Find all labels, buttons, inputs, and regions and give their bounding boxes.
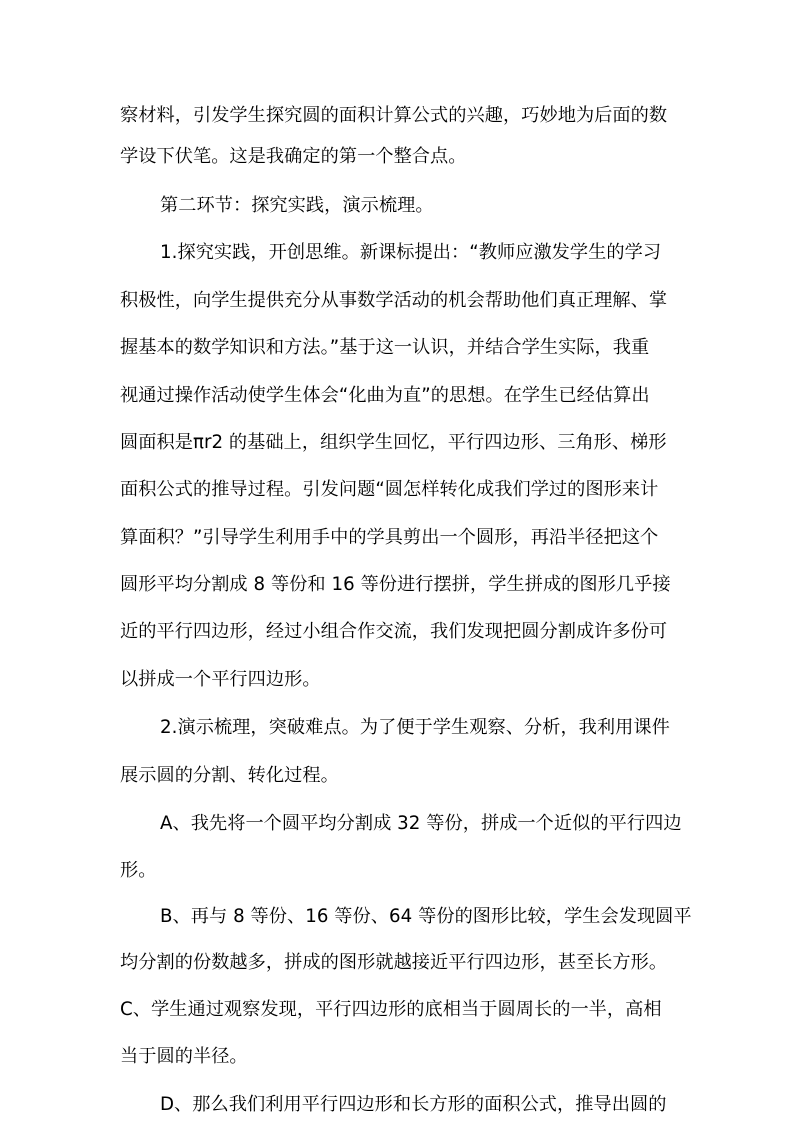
paragraph-line: 握基本的数学知识和方法。”基于这一认识，并结合学生实际，我重 bbox=[120, 337, 650, 358]
paragraph-line: 1.探究实践，开创思维。新课标提出：“教师应激发学生的学习 bbox=[160, 242, 662, 263]
paragraph-line: 以拼成一个平行四边形。 bbox=[120, 669, 321, 690]
paragraph-line: 圆形平均分割成 8 等份和 16 等份进行摆拼，学生拼成的图形几乎接 bbox=[120, 574, 671, 595]
paragraph-line: 圆面积是πr2 的基础上，组织学生回忆，平行四边形、三角形、梯形 bbox=[120, 432, 667, 453]
paragraph-line: 展示圆的分割、转化过程。 bbox=[120, 765, 339, 786]
section-heading: 第二环节：探究实践，演示梳理。 bbox=[160, 195, 434, 216]
paragraph-line: 算面积？”引导学生利用手中的学具剪出一个圆形，再沿半径把这个 bbox=[120, 527, 659, 548]
list-item-line: B、再与 8 等份、16 等份、64 等份的图形比较，学生会发现圆平 bbox=[160, 906, 692, 927]
list-item-line: 形。 bbox=[120, 860, 157, 881]
list-item-line: C、学生通过观察发现，平行四边形的底相当于圆周长的一半，高相 bbox=[120, 999, 662, 1020]
paragraph-line: 积极性，向学生提供充分从事数学活动的机会帮助他们真正理解、掌 bbox=[120, 290, 668, 311]
paragraph-line: 学设下伏笔。这是我确定的第一个整合点。 bbox=[120, 146, 467, 167]
paragraph-line: 视通过操作活动使学生体会“化曲为直”的思想。在学生已经估算出 bbox=[120, 385, 650, 406]
paragraph-line: 2.演示梳理，突破难点。为了便于学生观察、分析，我利用课件 bbox=[160, 717, 670, 738]
paragraph-line: 察材料，引发学生探究圆的面积计算公式的兴趣，巧妙地为后面的数 bbox=[120, 105, 668, 126]
paragraph-line: 面积公式的推导过程。引发问题“圆怎样转化成我们学过的图形来计 bbox=[120, 479, 659, 500]
paragraph-line: 近的平行四边形，经过小组合作交流，我们发现把圆分割成许多份可 bbox=[120, 621, 668, 642]
list-item-line: A、我先将一个圆平均分割成 32 等份，拼成一个近似的平行四边 bbox=[160, 813, 682, 834]
list-item-line: D、那么我们利用平行四边形和长方形的面积公式，推导出圆的 bbox=[160, 1094, 667, 1115]
list-item-line: 当于圆的半径。 bbox=[120, 1046, 248, 1067]
list-item-line: 均分割的份数越多，拼成的图形就越接近平行四边形，甚至长方形。 bbox=[120, 952, 668, 973]
